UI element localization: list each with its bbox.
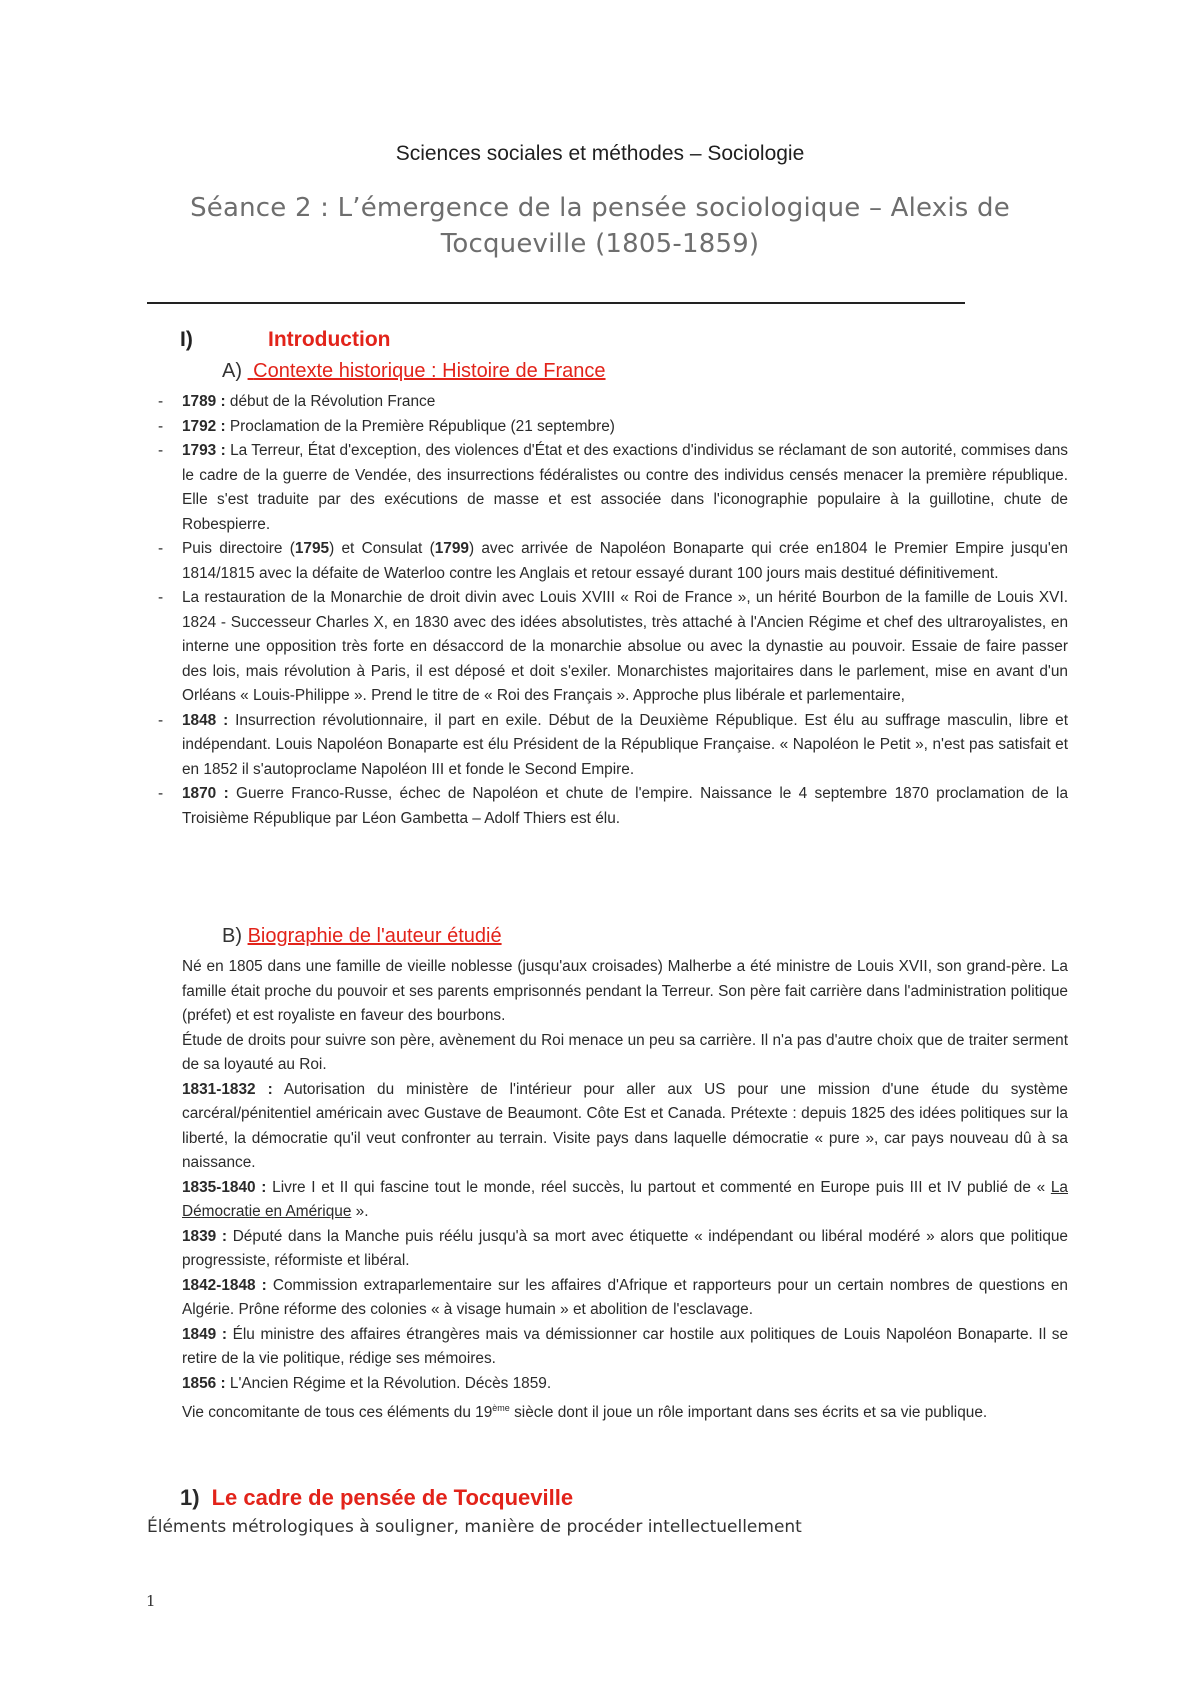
subsection-heading-biography bbox=[222, 925, 502, 948]
subsection-letter: A) bbox=[222, 360, 242, 382]
subsection-title: Biographie de l'auteur étudié bbox=[247, 925, 502, 947]
page-number: 1 bbox=[146, 1592, 156, 1610]
section-title: Introduction bbox=[268, 328, 391, 351]
paragraph: Né en 1805 dans une famille de vieille noblesse (jusqu'aux croisades) Malherbe a été ministre de Louis XVII, son grand-père. La famille était proche du pouvoir et ses parents emprisonnés pendant la Terreur. Son père fait carrière dans l'administration politique (préfet) et est royaliste en faveur des bourbons. bbox=[182, 958, 1068, 1024]
list-item: - Puis directoire (1795) et Consulat (1799) avec arrivée de Napoléon Bonaparte qui crée en1804 le Premier Empire jusqu'en 1814/1815 avec la défaite de Waterloo contre les Anglais et retour essayé durant 100 jours mais destitué définitivement. bbox=[158, 540, 1068, 582]
paragraph: 1835-1840 : Livre I et II qui fascine tout le monde, réel succès, lu partout et commenté en Europe puis III et IV publié de « La Démocratie en Amérique ». bbox=[182, 1178, 1068, 1220]
paragraph: Étude de droits pour suivre son père, avènement du Roi menace un peu sa carrière. Il n'a pas d'autre choix que de traiter serment de sa loyauté au Roi. bbox=[182, 1031, 1068, 1073]
section-subtitle: Éléments métrologiques à souligner, manière de procéder intellectuellement bbox=[147, 1517, 802, 1537]
section-heading-introduction bbox=[180, 328, 390, 352]
list-item: - 1792 : Proclamation de la Première République (21 septembre) bbox=[158, 417, 615, 435]
paragraph: 1831-1832 : Autorisation du ministère de l'intérieur pour aller aux US pour une mission d'une étude du système carcéral/pénitentiel américain avec Gustave de Beaumont. Côte Est et Canada. Prétexte : depuis 1825 des idées politiques sur la liberté, la démocratie qu'il veut confronter au terrain. Visite pays dans laquelle démocratie « pure », car pays nouveau dû à sa naissance. bbox=[182, 1080, 1068, 1171]
paragraph: 1856 : L'Ancien Régime et la Révolution. Décès 1859. bbox=[182, 1374, 552, 1392]
list-item: - 1870 : Guerre Franco-Russe, échec de Napoléon et chute de l'empire. Naissance le 4 septembre 1870 proclamation de la Troisième République par Léon Gambetta – Adolf Thiers est élu. bbox=[158, 785, 1068, 827]
section-heading-framework bbox=[180, 1485, 573, 1511]
history-timeline-list bbox=[158, 390, 1068, 831]
subsection-heading-context bbox=[222, 360, 606, 383]
subsection-letter: B) bbox=[222, 925, 242, 947]
book-title-link[interactable]: La Démocratie en Amérique bbox=[182, 1178, 1068, 1220]
section-number: 1) bbox=[180, 1485, 200, 1510]
biography-body bbox=[182, 955, 1068, 1426]
paragraph: Vie concomitante de tous ces éléments du 19ème siècle dont il joue un rôle important dans ses écrits et sa vie publique. bbox=[182, 1403, 988, 1422]
section-number: I) bbox=[180, 328, 193, 351]
list-item: - La restauration de la Monarchie de droit divin avec Louis XVIII « Roi de France », un hérité Bourbon de la famille de Louis XVI. 1824 - Successeur Charles X, en 1830 avec des idées absolutistes, très attaché à l'Ancien Régime et chef des ultraroyalistes, en interne une opposition très forte en désaccord de la monarchie absolue ou avec la dynastie au pouvoir. Essaie de faire passer des lois, mais révolution à Paris, il est déposé et doit s'exiler. Monarchistes majoritaires dans le parlement, mise en avant d'un Orléans « Louis-Philippe ». Prend le titre de « Roi des Français ». Approche plus libérale et parlementaire, bbox=[158, 589, 1068, 704]
section-title: Le cadre de pensée de Tocqueville bbox=[211, 1485, 574, 1510]
session-title: Séance 2 : L’émergence de la pensée sociologique – Alexis de Tocqueville (1805-1859) bbox=[190, 193, 1010, 259]
list-item: - 1789 : début de la Révolution France bbox=[158, 393, 436, 410]
paragraph: 1842-1848 : Commission extraparlementaire sur les affaires d'Afrique et rapporteurs pour un certain nombres de questions en Algérie. Prône réforme des colonies « à visage humain » et abolition de l'esclavage. bbox=[182, 1276, 1068, 1318]
paragraph: 1849 : Élu ministre des affaires étrangères mais va démissionner car hostile aux politiques de Louis Napoléon Bonaparte. Il se retire de la vie politique, rédige ses mémoires. bbox=[182, 1325, 1069, 1367]
list-item: - 1793 : La Terreur, État d'exception, des violences d'État et des exactions d'individus se réclamant de son autorité, commises dans le cadre de la guerre de Vendée, des insurrections fédéralistes ou contre des individus censés menacer la première république. Elle s'est traduite par des exécutions de masse et est associée dans l'iconographie populaire à la guillotine, chute de Robespierre. bbox=[158, 442, 1069, 533]
course-title: Sciences sociales et méthodes – Sociologie bbox=[395, 142, 805, 165]
horizontal-rule bbox=[147, 302, 965, 304]
paragraph: 1839 : Député dans la Manche puis réélu jusqu'à sa mort avec étiquette « indépendant ou libéral modéré » alors que politique progressiste, réformiste et libéral. bbox=[182, 1227, 1068, 1269]
subsection-title: Contexte historique : Histoire de France bbox=[253, 360, 606, 382]
list-item: - 1848 : Insurrection révolutionnaire, il part en exile. Début de la Deuxième République. Est élu au suffrage masculin, libre et indépendant. Louis Napoléon Bonaparte est élu Président de la République Française. « Napoléon le Petit », n'est pas satisfait et en 1852 il s'autoproclame Napoléon III et fonde le Second Empire. bbox=[158, 711, 1068, 778]
